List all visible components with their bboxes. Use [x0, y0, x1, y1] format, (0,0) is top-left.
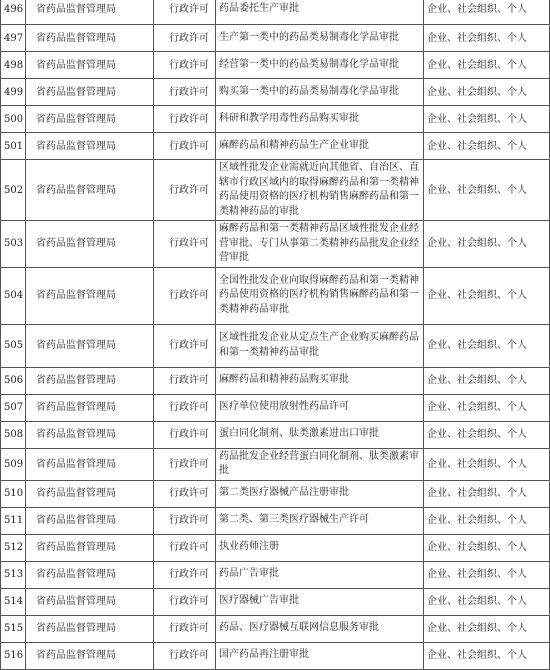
target-cell: 企业、社会组织、个人 [424, 133, 550, 160]
row-number: 500 [1, 106, 26, 133]
target-cell: 企业、社会组织、个人 [424, 221, 550, 268]
row-number: 513 [1, 561, 26, 588]
permit-type-cell: 行政许可 [154, 480, 216, 507]
table-row [1, 642, 550, 669]
table-row [1, 534, 550, 561]
item-cell: 执业药师注册 [216, 534, 424, 561]
permit-type-cell: 行政许可 [154, 0, 216, 25]
table-row [1, 615, 550, 642]
department-cell: 省药品监督管理局 [26, 534, 154, 561]
target-cell: 企业、社会组织、个人 [424, 448, 550, 480]
row-number: 499 [1, 79, 26, 106]
target-cell: 企业、社会组织、个人 [424, 507, 550, 534]
permit-type-cell: 行政许可 [154, 324, 216, 367]
department-cell: 省药品监督管理局 [26, 480, 154, 507]
department-cell: 省药品监督管理局 [26, 394, 154, 421]
row-number: 506 [1, 367, 26, 394]
table-row [1, 79, 550, 106]
target-cell: 企业、社会组织、个人 [424, 160, 550, 221]
row-number: 509 [1, 448, 26, 480]
permit-type-cell: 行政许可 [154, 421, 216, 448]
permit-type-cell: 行政许可 [154, 507, 216, 534]
table-row [1, 324, 550, 367]
permit-type-cell: 行政许可 [154, 394, 216, 421]
row-number: 497 [1, 25, 26, 52]
item-cell: 麻醉药品和精神药品购买审批 [216, 367, 424, 394]
item-cell: 区域性批发企业需就近向其他省、自治区、直辖市行政区域内的取得麻醉药品和第一类精神药品使用资格的医疗机构销售麻醉药品和第一类精神药品的审批 [216, 160, 424, 221]
department-cell: 省药品监督管理局 [26, 0, 154, 25]
table-row [1, 588, 550, 615]
permit-type-cell: 行政许可 [154, 52, 216, 79]
table-row [1, 394, 550, 421]
target-cell: 企业、社会组织、个人 [424, 588, 550, 615]
item-cell: 蛋白同化制剂、肽类激素进出口审批 [216, 421, 424, 448]
table-row [1, 421, 550, 448]
item-cell: 医疗器械广告审批 [216, 588, 424, 615]
target-cell: 企业、社会组织、个人 [424, 79, 550, 106]
item-cell: 全国性批发企业向取得麻醉药品和第一类精神药品使用资格的医疗机构销售麻醉药品和第一类精神药品审批 [216, 267, 424, 324]
table-row [1, 0, 550, 25]
row-number: 510 [1, 480, 26, 507]
item-cell: 第二类、第三类医疗器械生产许可 [216, 507, 424, 534]
table-row [1, 52, 550, 79]
permit-type-cell: 行政许可 [154, 448, 216, 480]
item-cell: 国产药品再注册审批 [216, 642, 424, 669]
department-cell: 省药品监督管理局 [26, 160, 154, 221]
department-cell: 省药品监督管理局 [26, 367, 154, 394]
target-cell: 企业、社会组织、个人 [424, 534, 550, 561]
department-cell: 省药品监督管理局 [26, 221, 154, 268]
item-cell: 药品批发企业经营蛋白同化制剂、肽类激素审批 [216, 448, 424, 480]
row-number: 502 [1, 160, 26, 221]
table-row [1, 25, 550, 52]
target-cell: 企业、社会组织、个人 [424, 615, 550, 642]
table-row [1, 267, 550, 324]
item-cell: 生产第一类中的药品类易制毒化学品审批 [216, 25, 424, 52]
item-cell: 药品广告审批 [216, 561, 424, 588]
item-cell: 经营第一类中的药品类易制毒化学品审批 [216, 52, 424, 79]
item-cell: 第二类医疗器械产品注册审批 [216, 480, 424, 507]
table-row [1, 106, 550, 133]
target-cell: 企业、社会组织、个人 [424, 421, 550, 448]
row-number: 512 [1, 534, 26, 561]
permit-type-cell: 行政许可 [154, 221, 216, 268]
target-cell: 企业、社会组织、个人 [424, 642, 550, 669]
target-cell: 企业、社会组织、个人 [424, 267, 550, 324]
table-row [1, 133, 550, 160]
target-cell: 企业、社会组织、个人 [424, 394, 550, 421]
row-number: 504 [1, 267, 26, 324]
permit-type-cell: 行政许可 [154, 267, 216, 324]
department-cell: 省药品监督管理局 [26, 324, 154, 367]
target-cell: 企业、社会组织、个人 [424, 25, 550, 52]
target-cell: 企业、社会组织、个人 [424, 561, 550, 588]
department-cell: 省药品监督管理局 [26, 561, 154, 588]
row-number: 507 [1, 394, 26, 421]
target-cell: 企业、社会组织、个人 [424, 0, 550, 25]
row-number: 515 [1, 615, 26, 642]
item-cell: 购买第一类中的药品类易制毒化学品审批 [216, 79, 424, 106]
department-cell: 省药品监督管理局 [26, 106, 154, 133]
department-cell: 省药品监督管理局 [26, 615, 154, 642]
department-cell: 省药品监督管理局 [26, 421, 154, 448]
permit-type-cell: 行政许可 [154, 642, 216, 669]
item-cell: 区域性批发企业从定点生产企业购买麻醉药品和第一类精神药品审批 [216, 324, 424, 367]
table-row [1, 480, 550, 507]
target-cell: 企业、社会组织、个人 [424, 367, 550, 394]
item-cell: 医疗单位使用放射性药品许可 [216, 394, 424, 421]
department-cell: 省药品监督管理局 [26, 267, 154, 324]
item-cell: 麻醉药品和第一类精神药品区域性批发企业经营审批、专门从事第二类精神药品批发企业经营审批 [216, 221, 424, 268]
row-number: 516 [1, 642, 26, 669]
table-row [1, 221, 550, 268]
target-cell: 企业、社会组织、个人 [424, 324, 550, 367]
department-cell: 省药品监督管理局 [26, 642, 154, 669]
target-cell: 企业、社会组织、个人 [424, 480, 550, 507]
department-cell: 省药品监督管理局 [26, 79, 154, 106]
permit-type-cell: 行政许可 [154, 133, 216, 160]
row-number: 503 [1, 221, 26, 268]
department-cell: 省药品监督管理局 [26, 133, 154, 160]
department-cell: 省药品监督管理局 [26, 25, 154, 52]
table-row [1, 507, 550, 534]
department-cell: 省药品监督管理局 [26, 448, 154, 480]
permit-type-cell: 行政许可 [154, 615, 216, 642]
item-cell: 药品、医疗器械互联网信息服务审批 [216, 615, 424, 642]
target-cell: 企业、社会组织、个人 [424, 52, 550, 79]
table-row [1, 561, 550, 588]
permit-type-cell: 行政许可 [154, 367, 216, 394]
permit-type-cell: 行政许可 [154, 561, 216, 588]
permit-type-cell: 行政许可 [154, 534, 216, 561]
row-number: 514 [1, 588, 26, 615]
permit-type-cell: 行政许可 [154, 25, 216, 52]
target-cell: 企业、社会组织、个人 [424, 106, 550, 133]
row-number: 501 [1, 133, 26, 160]
row-number: 505 [1, 324, 26, 367]
permit-type-cell: 行政许可 [154, 106, 216, 133]
table-row [1, 160, 550, 221]
row-number: 496 [1, 0, 26, 25]
department-cell: 省药品监督管理局 [26, 507, 154, 534]
table-row [1, 448, 550, 480]
row-number: 498 [1, 52, 26, 79]
permit-type-cell: 行政许可 [154, 588, 216, 615]
department-cell: 省药品监督管理局 [26, 588, 154, 615]
item-cell: 药品委托生产审批 [216, 0, 424, 25]
table-row [1, 367, 550, 394]
permit-type-cell: 行政许可 [154, 79, 216, 106]
department-cell: 省药品监督管理局 [26, 52, 154, 79]
item-cell: 麻醉药品和精神药品生产企业审批 [216, 133, 424, 160]
row-number: 508 [1, 421, 26, 448]
row-number: 511 [1, 507, 26, 534]
item-cell: 科研和教学用毒性药品购买审批 [216, 106, 424, 133]
permit-type-cell: 行政许可 [154, 160, 216, 221]
